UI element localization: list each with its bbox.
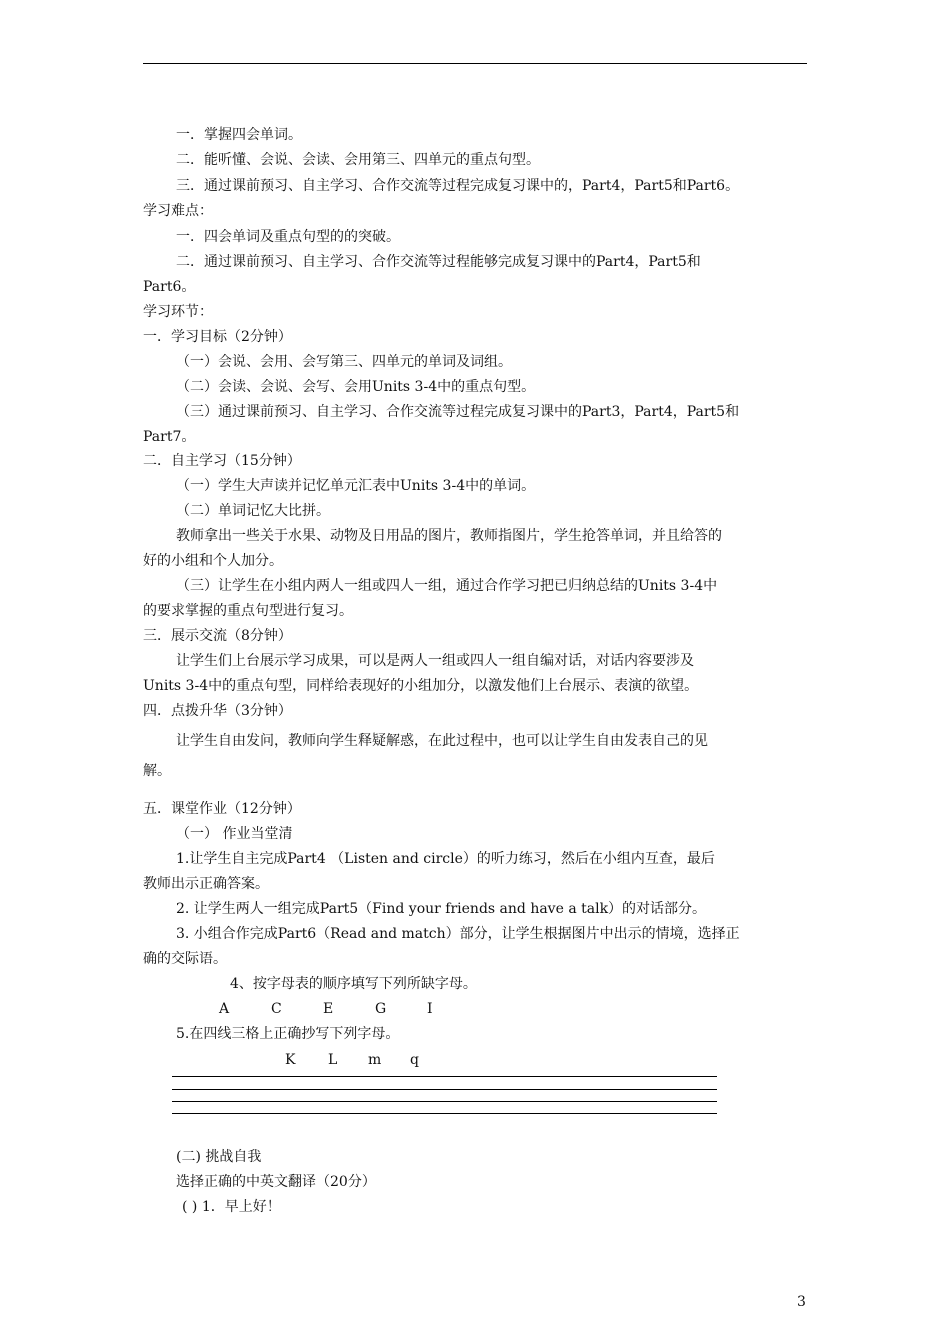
step2-item-2: （二）单词记忆大比拼。 <box>176 503 330 519</box>
objective-1: 一．掌握四会单词。 <box>176 127 302 143</box>
copy-letter: m <box>368 1052 382 1068</box>
step1-item-1: （一）会说、会用、会写第三、四单元的单词及词组。 <box>176 354 512 370</box>
objective-2: 二．能听懂、会说、会读、会用第三、四单元的重点句型。 <box>176 152 540 168</box>
step5-heading: 五．课堂作业（12分钟） <box>143 801 301 817</box>
alphabet-letter: I <box>427 1001 433 1017</box>
objective-3: 三．通过课前预习、自主学习、合作交流等过程完成复习课中的，Part4，Part5和Part6。 <box>176 178 740 194</box>
four-line-grid-line <box>172 1076 717 1077</box>
copy-letter: K <box>285 1052 296 1068</box>
step2-item-3-cont: 好的小组和个人加分。 <box>143 553 283 569</box>
step4-item-1-cont: 解。 <box>143 763 171 779</box>
four-line-grid-line <box>172 1113 717 1114</box>
difficulties-heading: 学习难点： <box>143 203 213 219</box>
step2-item-1: （一）学生大声读并记忆单元汇表中Units 3-4中的单词。 <box>176 478 536 494</box>
translation-heading: 选择正确的中英文翻译（20分） <box>176 1174 376 1190</box>
step5-sub2: (二) 挑战自我 <box>176 1149 262 1165</box>
copy-letter: q <box>410 1052 419 1068</box>
step5-item-3-cont: 确的交际语。 <box>143 951 227 967</box>
steps-heading: 学习环节： <box>143 304 213 320</box>
step2-heading: 二．自主学习（15分钟） <box>143 453 301 469</box>
step3-item-1: 让学生们上台展示学习成果，可以是两人一组或四人一组自编对话，对话内容要涉及 <box>176 653 694 669</box>
four-line-grid-line <box>172 1101 717 1102</box>
step1-heading: 一．学习目标（2分钟） <box>143 329 292 345</box>
step5-item-3: 3. 小组合作完成Part6（Read and match）部分，让学生根据图片中出示的情境，选择正 <box>176 926 740 942</box>
step5-item-2: 2. 让学生两人一组完成Part5（Find your friends and have a talk）的对话部分。 <box>176 901 707 917</box>
copy-letters <box>285 1050 419 1070</box>
difficulty-1: 一．四会单词及重点句型的的突破。 <box>176 229 400 245</box>
step5-item-1-cont: 教师出示正确答案。 <box>143 876 269 892</box>
step4-heading: 四．点拨升华（3分钟） <box>143 703 292 719</box>
question-1: ( ) 1．早上好！ <box>182 1199 281 1215</box>
copy-letter: L <box>328 1052 338 1068</box>
step4-item-1: 让学生自由发问，教师向学生释疑解惑，在此过程中，也可以让学生自由发表自己的见 <box>176 733 708 749</box>
step5-item-4: 4、按字母表的顺序填写下列所缺字母。 <box>230 976 477 992</box>
alphabet-letter: C <box>271 1001 282 1017</box>
step2-item-4-cont: 的要求掌握的重点句型进行复习。 <box>143 603 353 619</box>
step2-item-3: 教师拿出一些关于水果、动物及日用品的图片，教师指图片，学生抢答单词，并且给答的 <box>176 528 722 544</box>
step5-item-1: 1.让学生自主完成Part4 （Listen and circle）的听力练习，然后在小组内互查，最后 <box>176 851 715 867</box>
difficulty-2-cont: Part6。 <box>143 279 196 295</box>
difficulty-2: 二．通过课前预习、自主学习、合作交流等过程能够完成复习课中的Part4，Part5和 <box>176 254 701 270</box>
page-number: 3 <box>797 1294 806 1310</box>
alphabet-letter: E <box>323 1001 334 1017</box>
four-line-grid-line <box>172 1089 717 1090</box>
alphabet-letter: A <box>219 1001 230 1017</box>
step1-item-2: （二）会读、会说、会写、会用Units 3-4中的重点句型。 <box>176 379 536 395</box>
alphabet-letter: G <box>375 1001 387 1017</box>
header-rule <box>143 63 807 64</box>
alphabet-letters <box>219 999 433 1019</box>
step5-sub1: （一） 作业当堂清 <box>176 826 293 842</box>
copy-instruction: 5.在四线三格上正确抄写下列字母。 <box>176 1026 400 1042</box>
step1-item-3: （三）通过课前预习、自主学习、合作交流等过程完成复习课中的Part3，Part4，Part5和 <box>176 404 740 420</box>
step1-item-3-cont: Part7。 <box>143 429 196 445</box>
step3-item-1-cont: Units 3-4中的重点句型，同样给表现好的小组加分，以激发他们上台展示、表演的欲望。 <box>143 678 699 694</box>
step2-item-4: （三）让学生在小组内两人一组或四人一组，通过合作学习把已归纳总结的Units 3-4中 <box>176 578 718 594</box>
step3-heading: 三．展示交流（8分钟） <box>143 628 292 644</box>
